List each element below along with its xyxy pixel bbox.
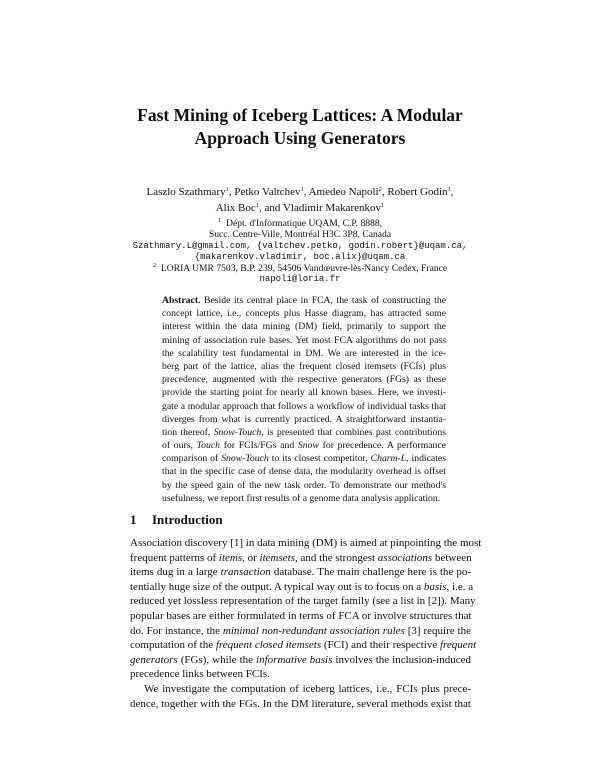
text-run: mining of association rule bases. Yet most FCA algorithms do not pass (162, 334, 446, 346)
affiliation-text: Succ. Centre-Ville, Montréal H3C 3P8, Canada (208, 229, 392, 241)
title-line: Fast Mining of Iceberg Lattices: A Modular (137, 105, 463, 125)
emphasis: items (218, 551, 243, 564)
text-line (162, 479, 446, 492)
text-line (130, 594, 476, 609)
affiliation-line (0, 229, 600, 240)
text-run: for FCIs/FGs and (220, 440, 298, 452)
text-line (130, 682, 471, 697)
emphasis: Snow (297, 440, 319, 452)
text-line (130, 580, 474, 595)
affiliations (0, 218, 600, 286)
text-run: for precedence. A performance (318, 440, 446, 452)
text-run: tion thereof, (162, 426, 214, 438)
email: Szathmary.L@gmail.com, {valtchev.petko, godin.robert}@uqam.ca, (132, 240, 468, 251)
text-run: between (432, 551, 472, 564)
text-run: berg part of the lattice, alias the frequent closed itemsets (FCIs) plus (162, 360, 446, 372)
text-line (162, 426, 446, 439)
affiliation-text: LORIA UMR 7503, B.P. 239, 54506 Vandœuvre-lès-Nancy Cedex, France (160, 263, 448, 275)
emphasis: Touch (196, 440, 220, 452)
emphasis: transaction (220, 566, 271, 579)
text-run: involves the inclusion-induced (332, 653, 471, 666)
text-line (162, 307, 446, 320)
text-run: , indicates (406, 453, 446, 465)
text-run: We investigate the computation of iceberg lattices, i.e., FCIs plus prece- (144, 682, 471, 695)
text-run: do. For instance, the (130, 624, 223, 637)
section-title: Introduction (152, 512, 223, 527)
text-run: popular bases are either formulated in terms of FCA or involve structures that (130, 609, 472, 622)
text-line (130, 697, 471, 712)
text-line (162, 439, 446, 452)
text-run: tentially huge size of the output. A typical way out is to focus on a (130, 580, 424, 593)
text-line (130, 565, 471, 580)
emphasis: minimal non-redundant association rules (222, 624, 405, 637)
text-run: database. The main challenge here is the po- (270, 566, 471, 579)
text-line (130, 609, 471, 624)
affiliation-mark: 1 (447, 186, 451, 193)
text-run: the scalability test fundamental in DM. We are interested in the ice- (162, 347, 446, 359)
emphasis: itemsets (259, 551, 295, 564)
text-run: usefulness, we report first results of a genome data analysis application. (162, 492, 441, 504)
text-run: provide the starting point for nearly all known bases. Here, we investi- (162, 387, 446, 399)
author-list (0, 184, 600, 216)
text-line (130, 667, 471, 682)
body-text (130, 536, 482, 711)
affiliation-mark: 2 (378, 186, 382, 193)
text-run: diverges from what is currently practiced. A straightforward instantia- (162, 413, 446, 425)
text-run: (FGs), while the (177, 653, 257, 666)
emphasis: Snow-Touch (213, 426, 262, 438)
section-heading (130, 512, 223, 528)
text-run: gate a modular approach that follows a workflow of individual tasks that (162, 400, 446, 412)
text-line (162, 334, 446, 347)
affiliation-text: Dépt. d'Informatique UQAM, C.P. 8888, (226, 218, 383, 229)
text-run: interest within the data mining (DM) field, primarily to support the (162, 321, 446, 333)
text-line (162, 413, 446, 426)
text-run: frequent patterns of (130, 551, 219, 564)
author-name: Laszlo Szathmary (146, 186, 226, 198)
text-run: , is presented that combines past contributions (261, 426, 446, 438)
affiliation-line (0, 263, 600, 274)
text-run: Beside its central place in FCA, the task of constructing the (204, 295, 446, 306)
text-line (162, 320, 446, 333)
author-line: Alix Boc$^1$, and Vladimir Makarenkov$^1$ (215, 202, 385, 214)
author-name: Amedeo Napoli (308, 186, 379, 198)
text-line (130, 638, 477, 653)
emphasis: basis (423, 580, 447, 593)
text-run: [3] require the (404, 624, 471, 637)
text-run: items dug in a large (130, 566, 221, 579)
abstract (162, 294, 446, 505)
text-run: , i.e. a (446, 580, 474, 593)
title-line: Approach Using Generators (194, 128, 406, 148)
text-run: comparison of (162, 453, 222, 465)
text-run: , or (242, 551, 260, 564)
text-run: precedence, augmented with the respective generators (FGs) as these (162, 374, 446, 386)
text-line (162, 465, 446, 478)
text-run: of ours, (162, 440, 197, 452)
text-line (130, 551, 471, 566)
text-line (162, 373, 446, 386)
text-run: concept lattice, i.e., concepts plus Hasse diagram, has attracted some (162, 308, 446, 320)
text-run: (FCI) and their respective (321, 639, 440, 652)
text-line (162, 360, 446, 373)
emphasis: Snow-Touch (221, 453, 269, 465)
email: {makarenkov.vladimir, boc.alix}@uqam.ca (194, 251, 406, 262)
emphasis: associations (377, 551, 433, 564)
text-line (162, 347, 446, 360)
author-name: Robert Godin (387, 186, 448, 198)
text-line (130, 653, 471, 668)
text-line (162, 452, 446, 465)
section-number: 1 (130, 512, 137, 527)
emphasis: generators (130, 653, 178, 666)
emphasis: frequent (439, 639, 477, 652)
text-run: dence, together with the FGs. In the DM literature, several methods exist that (130, 697, 471, 710)
text-line (162, 386, 446, 399)
text-run: reduced yet lossless representation of the target family (see a list in [2]). Many (130, 595, 476, 608)
text-line (130, 624, 471, 639)
text-run: that in the specific case of dense data, the modularity overhead is offset (162, 466, 446, 478)
email: napoli@loria.fr (259, 274, 341, 285)
author-name: Alix Boc (215, 202, 256, 214)
text-run: , and the strongest (295, 551, 378, 564)
abstract-label: Abstract. (162, 295, 201, 306)
affiliation-mark: 1 (381, 202, 385, 209)
text-run: to its closest competitor, (268, 453, 371, 465)
author-name: and Vladimir Makarenkov (264, 202, 382, 214)
affiliation-mark: 1 (300, 186, 304, 193)
text-run: precedence links between FCIs. (130, 668, 270, 681)
text-line (162, 492, 446, 505)
affiliation-mark: 1 (225, 186, 229, 193)
emphasis: Charm-L (370, 453, 407, 465)
affiliation-line (0, 218, 600, 229)
text-line (162, 400, 446, 413)
text-run: by the speed gain of the new task order. To demonstrate our method's (162, 479, 446, 491)
emphasis: informative basis (256, 653, 333, 666)
emphasis: frequent closed itemsets (215, 639, 322, 652)
affiliation-mark: 2 (152, 262, 157, 270)
author-name: Petko Valtchev (234, 186, 301, 198)
text-line (130, 536, 482, 551)
affiliation-mark: 1 (255, 202, 260, 209)
text-line (162, 294, 446, 307)
text-run: computation of the (130, 639, 216, 652)
affiliation-mark: 1 (217, 217, 222, 224)
author-line: Laszlo Szathmary$^1$, Petko Valtchev$^1$, Amedeo Napoli$^2$, Robert Godin$^1$, (146, 186, 454, 198)
text-run: Association discovery [1] in data mining (DM) is aimed at pinpointing the most (130, 537, 482, 549)
paper-title (0, 104, 600, 150)
